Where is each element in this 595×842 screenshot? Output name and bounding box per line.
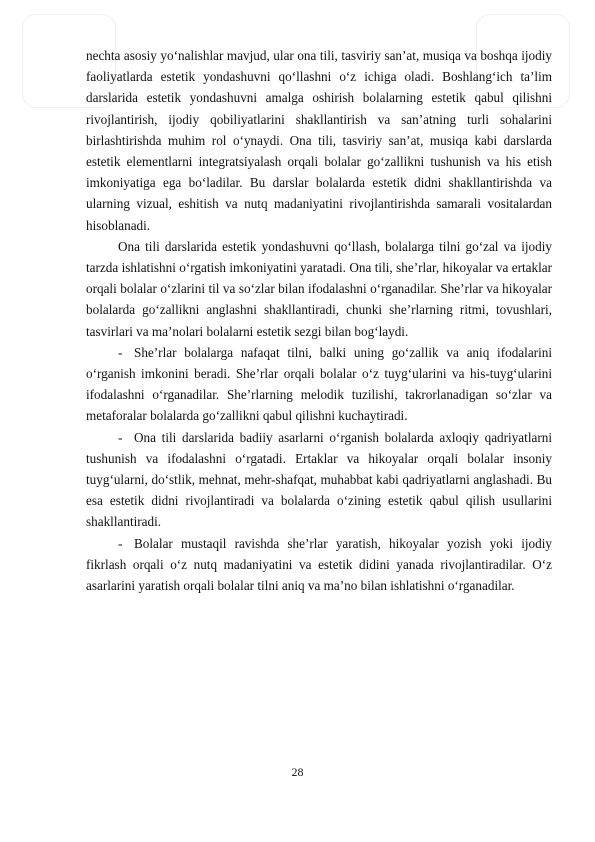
list-item — [86, 533, 552, 597]
paragraph-continuation: nechta asosiy yo‘nalishlar mavjud, ular ona tili, tasviriy san’at, musiqa va boshqa ijodiy faoliyatlarda estetik yondashuvni qo‘llashni o‘z ichiga oladi. Boshlang‘ich ta’lim darslarida estetik yondashuvni amalga oshirish bolalarning estetik qabul qilishni rivojlantirish, ijodiy qobiliyatlarini shakllantirish va san’atning turli sohalarini birlashtirishda muhim rol o‘ynaydi. Ona tili, tasviriy san’at, musiqa kabi darslarda estetik elementlarni integratsiyalash orqali bolalar go‘zallikni tushunish va his etish imkoniyatiga ega bo‘ladilar. Bu darslar bolalarda estetik didni shakllantirishda va ularning vizual, eshitish va nutq madaniyatini rivojlantirishda samarali vositalardan hisoblanadi. — [86, 48, 552, 233]
list-item-text: Bolalar mustaqil ravishda she’rlar yaratish, hikoyalar yozish yoki ijodiy fikrlash orqali o‘z nutq madaniyatini va estetik didini yanada rivojlantiradilar. O‘z asarlarini yaratish orqali bolalar tilni aniq va ma’no bilan ishlatishni o‘rganadilar. — [86, 535, 552, 594]
bullet-dash: - — [118, 535, 123, 551]
bullet-dash: - — [118, 429, 123, 445]
list-item-text: Ona tili darslarida badiiy asarlarni o‘rganish bolalarda axloqiy qadriyatlarni tushunish va ifodalashni o‘rgatadi. Ertaklar va hikoyalar orqali bolalar insoniy tuyg‘ularni, do‘stlik, mehnat, mehr-shafqat, muhabbat kabi qadriyatlarni anglashadi. Bu esa estetik didni rivojlantiradi va bolalarda o‘zining estetik qabul qilish usullarini shakllantiradi. — [86, 429, 552, 530]
list-item — [86, 342, 552, 427]
page-number: 28 — [291, 765, 304, 779]
list-item — [86, 427, 552, 533]
list-item-text: She’rlar bolalarga nafaqat tilni, balki uning go‘zallik va aniq ifodalarini o‘rganish imkonini beradi. She’rlar orqali bolalar o‘z tuyg‘ularini va his-tuyg‘ularini ifodalashni o‘rganadilar. She’rlarning melodik tuzilishi, takrorlanadigan so‘zlar va metaforalar bolalarda go‘zallikni qabul qilishni kuchaytiradi. — [86, 344, 552, 424]
body-text — [86, 45, 552, 596]
paragraph: Ona tili darslarida estetik yondashuvni qo‘llash, bolalarga tilni go‘zal va ijodiy tarzda ishlatishni o‘rgatish imkoniyatini yaratadi. Ona tili, she’rlar, hikoyalar va ertaklar orqali bolalar o‘zlarini til va so‘zlar bilan ifodalashni o‘rganadilar. She’rlar va hikoyalar bolalarda go‘zallikni anglashni shakllantiradi, chunki she’rlarning ritmi, tovushlari, tasvirlari va ma’nolari bolalarni estetik sezgi bilan bog‘laydi. — [86, 238, 552, 339]
bullet-dash: - — [118, 344, 123, 360]
